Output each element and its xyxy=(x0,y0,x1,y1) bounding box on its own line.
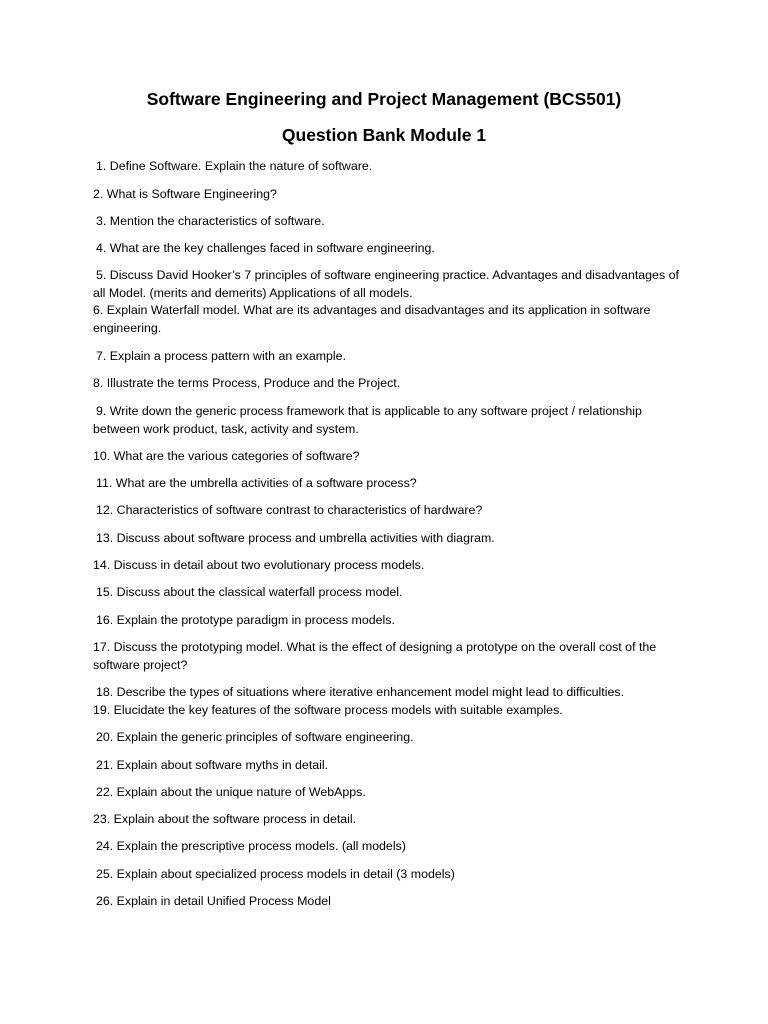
question-9: 9. Write down the generic process framework that is applicable to any software project / relationship between work product, task, activity and system. xyxy=(93,404,642,436)
question-14: 14. Discuss in detail about two evolutionary process models. xyxy=(93,558,425,572)
question-16: 16. Explain the prototype paradigm in process models. xyxy=(96,613,395,627)
question-6: 6. Explain Waterfall model. What are its advantages and disadvantages and its application in software engineering. xyxy=(93,303,651,335)
question-13: 13. Discuss about software process and umbrella activities with diagram. xyxy=(96,531,495,545)
question-5: 5. Discuss David Hooker’s 7 principles of software engineering practice. Advantages and disadvantages of all Model. (merits and demerits) Applications of all models. xyxy=(93,268,679,300)
question-25: 25. Explain about specialized process models in detail (3 models) xyxy=(96,867,455,881)
question-20: 20. Explain the generic principles of software engineering. xyxy=(96,730,414,744)
question-15: 15. Discuss about the classical waterfall process model. xyxy=(96,585,403,599)
document-subtitle: Question Bank Module 1 xyxy=(281,125,487,145)
question-18: 18. Describe the types of situations where iterative enhancement model might lead to difficulties. xyxy=(96,685,625,699)
question-8: 8. Illustrate the terms Process, Produce and the Project. xyxy=(93,376,401,390)
question-2: 2. What is Software Engineering? xyxy=(93,187,277,201)
question-7: 7. Explain a process pattern with an example. xyxy=(96,349,347,363)
question-1: 1. Define Software. Explain the nature of software. xyxy=(96,159,373,173)
question-11: 11. What are the umbrella activities of a software process? xyxy=(96,476,417,490)
question-23: 23. Explain about the software process in detail. xyxy=(93,812,357,826)
question-3: 3. Mention the characteristics of software. xyxy=(96,214,325,228)
question-17: 17. Discuss the prototyping model. What is the effect of designing a prototype on the overall cost of the software project? xyxy=(93,640,657,672)
question-24: 24. Explain the prescriptive process models. (all models) xyxy=(96,839,406,853)
question-4: 4. What are the key challenges faced in software engineering. xyxy=(96,241,435,255)
question-12: 12. Characteristics of software contrast to characteristics of hardware? xyxy=(96,503,483,517)
question-26: 26. Explain in detail Unified Process Model xyxy=(96,894,331,908)
question-10: 10. What are the various categories of software? xyxy=(93,449,360,463)
question-22: 22. Explain about the unique nature of WebApps. xyxy=(96,785,366,799)
document-title: Software Engineering and Project Management (BCS501) xyxy=(146,89,622,109)
question-21: 21. Explain about software myths in detail. xyxy=(96,758,329,772)
question-19: 19. Elucidate the key features of the software process models with suitable examples. xyxy=(93,703,563,717)
